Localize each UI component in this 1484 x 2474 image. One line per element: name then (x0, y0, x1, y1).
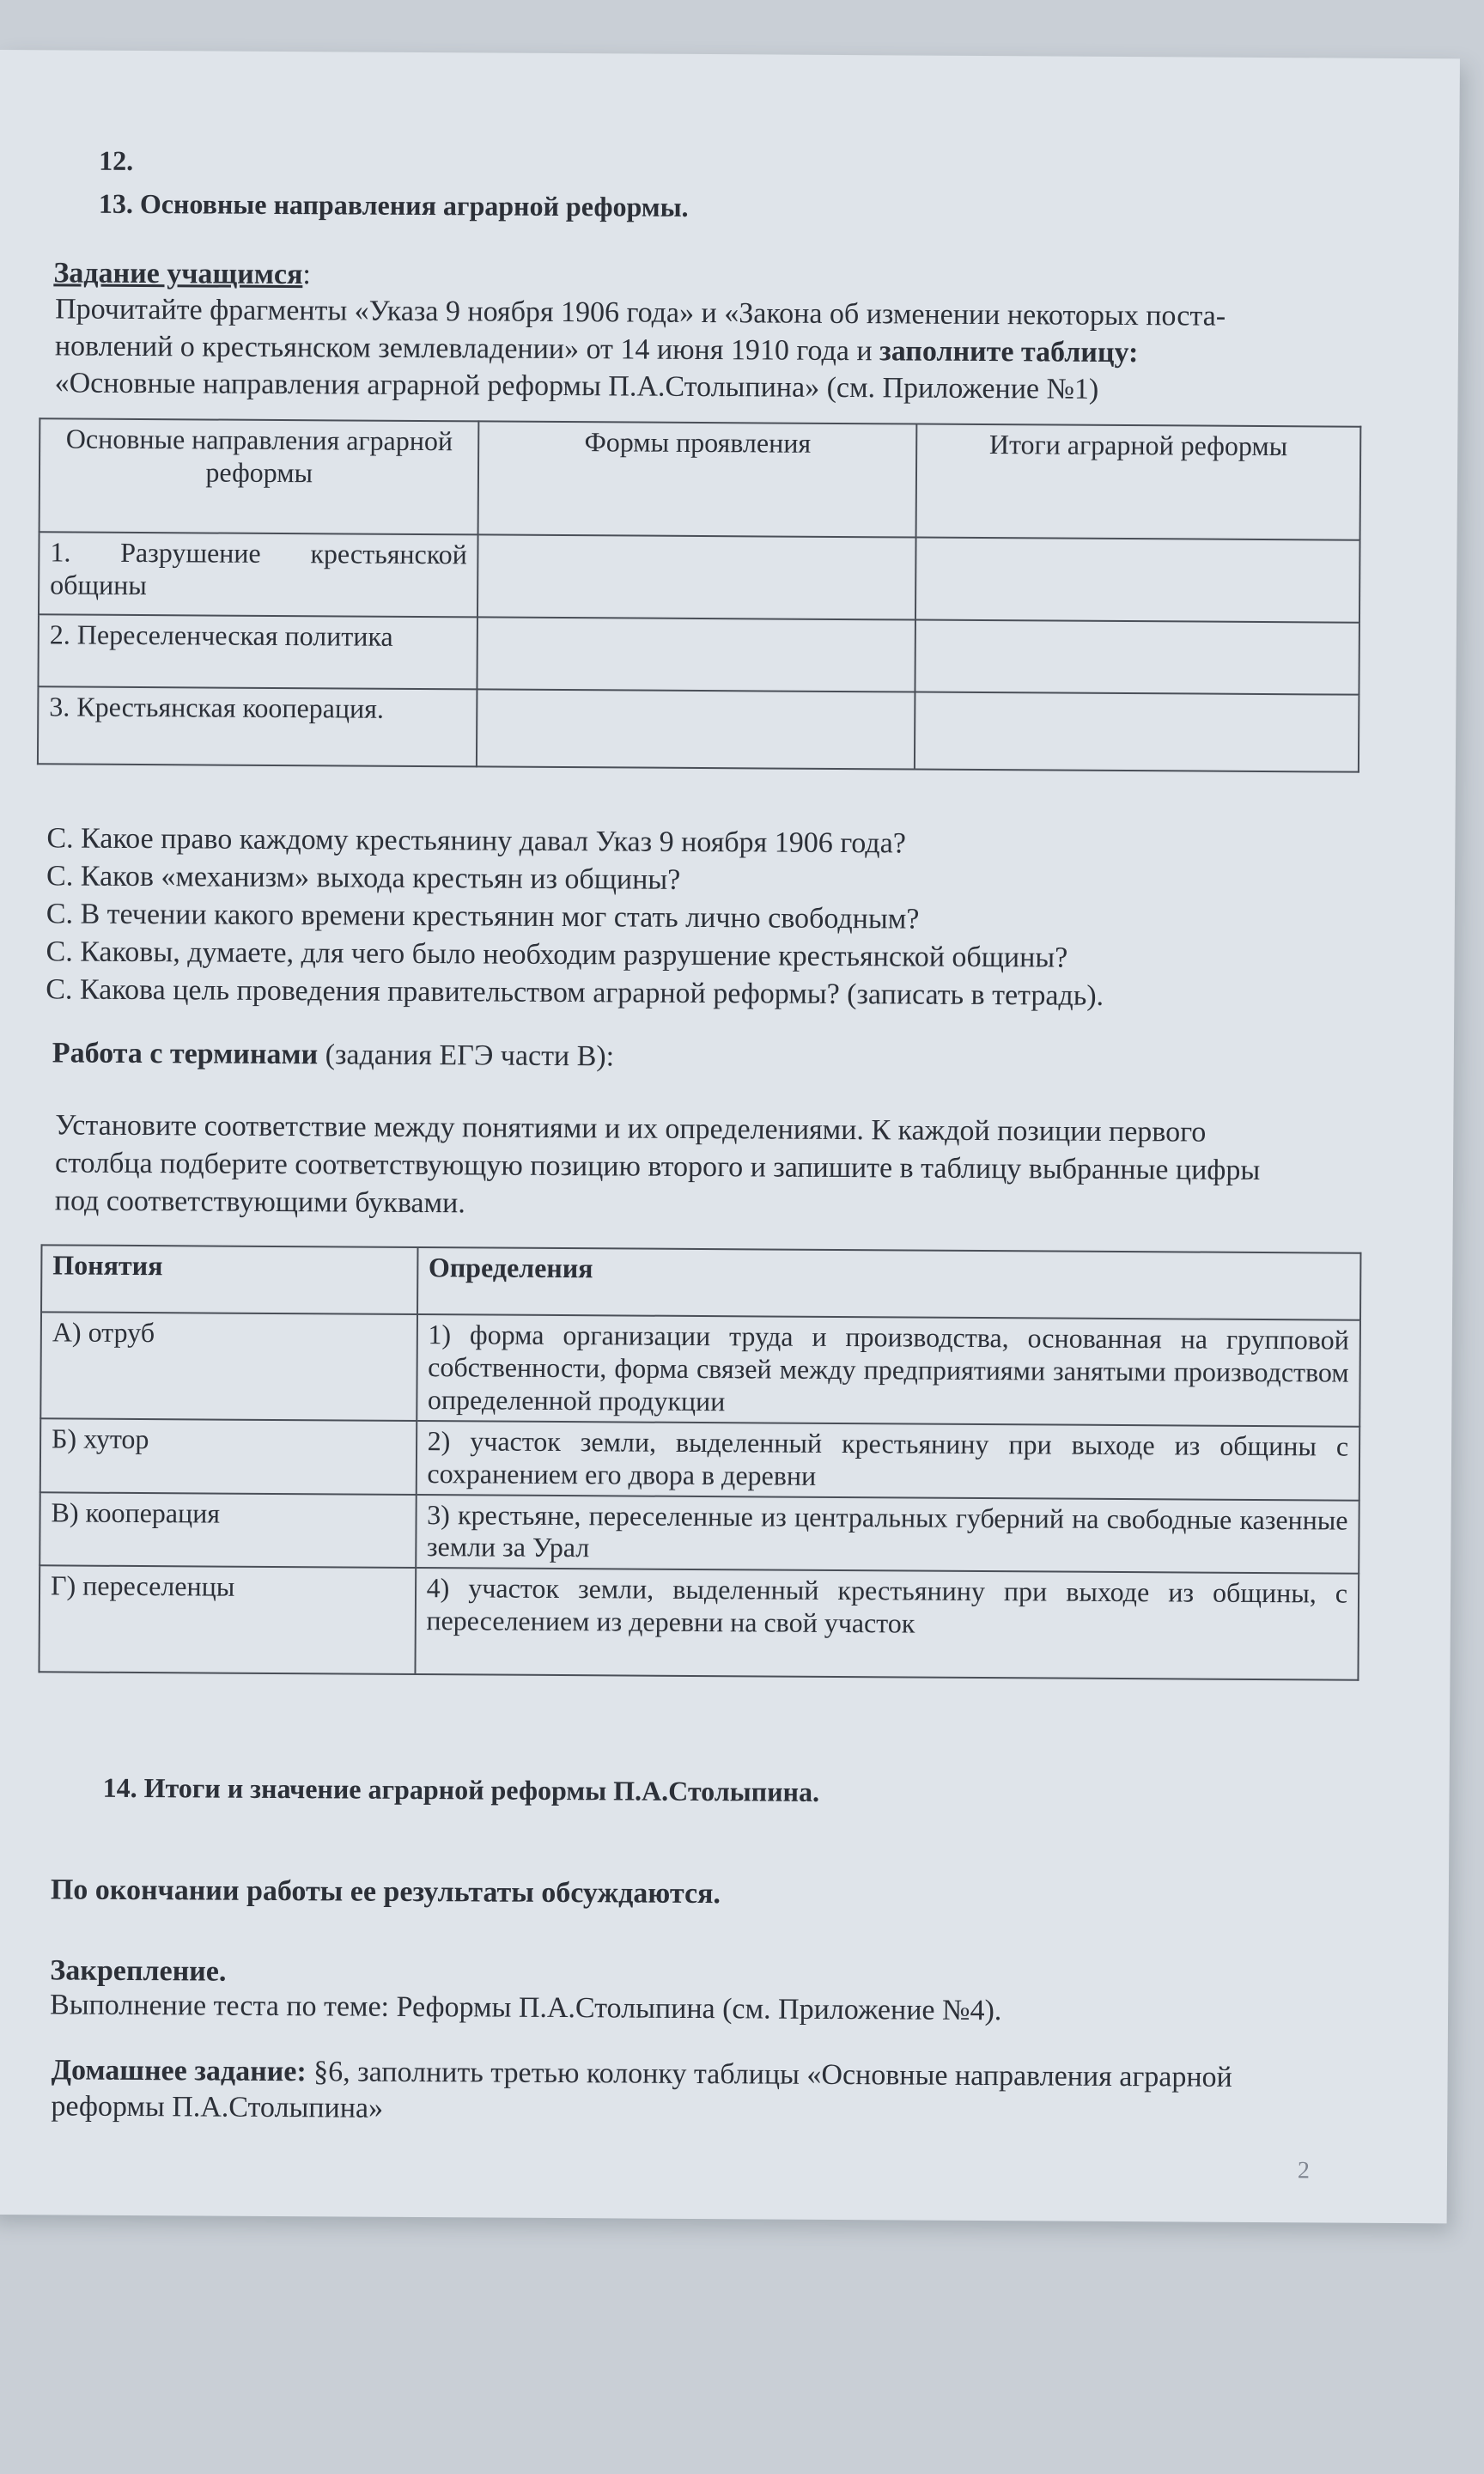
term-v: В) кооперация (40, 1492, 416, 1568)
question-3: С. В течении какого времени крестьянин мог стать лично свободным? (46, 898, 920, 935)
page-number: 2 (1297, 2157, 1311, 2185)
terms-label: Работа с терминами (52, 1037, 319, 1071)
reform-directions-table (37, 417, 1361, 772)
header-results: Итоги аграрной реформы (915, 424, 1360, 540)
terms-instruction-3: под соответствующими буквами. (54, 1185, 465, 1220)
table-row (38, 614, 1359, 694)
table-header-row (40, 418, 1361, 539)
terms-label-rest: (задания ЕГЭ части В): (318, 1039, 615, 1073)
table-row (40, 1492, 1359, 1574)
results-cell-3[interactable] (915, 692, 1359, 772)
term-g: Г) переселенцы (39, 1565, 415, 1674)
homework-line-1 (52, 2053, 1232, 2095)
item-number-12: 12. (99, 144, 134, 176)
task-label-colon: : (302, 259, 312, 291)
terms-instruction-1: Установите соответствие между понятиями и их определениями. К каждой позиции первого (55, 1109, 1207, 1149)
terms-instruction-2: столбца подберите соответствующую позицию второго и запишите в таблицу выбранные цифры (54, 1147, 1261, 1186)
table-row (40, 1418, 1359, 1500)
document-page (0, 50, 1460, 2223)
terms-matching-table (38, 1244, 1361, 1680)
section-14-title: 14. Итоги и значение аграрной реформы П.А.Столыпина. (102, 1771, 820, 1807)
term-b: Б) хутор (40, 1418, 417, 1494)
table-row (38, 686, 1359, 771)
discussion-note: По окончании работы ее результаты обсуждаются. (50, 1874, 721, 1910)
forms-cell-2[interactable] (477, 617, 915, 692)
task-line-2 (55, 329, 1139, 371)
definition-1: 1) форма организации труда и производства, основанная на групповой собственности, форма связей между предприятиями занятыми производством определенной продукции (417, 1314, 1360, 1427)
fill-table-instruction: заполните таблицу: (879, 335, 1139, 369)
task-heading (53, 256, 311, 293)
header-directions: Основные направления аграрной реформы (40, 418, 479, 534)
consolidation-text: Выполнение теста по теме: Реформы П.А.Столыпина (см. Приложение №4). (49, 1989, 1002, 2027)
term-a: А) отруб (40, 1312, 417, 1421)
results-cell-1[interactable] (915, 538, 1360, 623)
question-5: С. Какова цель проведения правительством аграрной реформы? (записать в тетрадь). (46, 973, 1104, 1012)
row-direction-2: 2. Переселенческая политика (38, 614, 477, 689)
terms-heading (52, 1036, 615, 1075)
forms-cell-3[interactable] (477, 689, 915, 769)
table-header-row (41, 1245, 1360, 1319)
definition-3: 3) крестьяне, переселенные из центральных губерний на свободные казенные земли за Урал (416, 1494, 1359, 1573)
results-cell-2[interactable] (915, 620, 1359, 695)
row-direction-3: 3. Крестьянская кооперация. (38, 686, 477, 766)
forms-cell-1[interactable] (477, 534, 915, 619)
definition-4: 4) участок земли, выделенный крестьянину при выходе из общины, с переселением из деревни на свой участок (415, 1568, 1359, 1680)
question-4: С. Каковы, думаете, для чего было необходим разрушение крестьянской общины? (46, 935, 1068, 974)
table-row (39, 1565, 1359, 1679)
homework-label: Домашнее задание: (51, 2054, 307, 2088)
table-row (40, 1312, 1360, 1426)
row-direction-1: 1. Разрушение крестьянской общины (39, 532, 478, 617)
definition-2: 2) участок земли, выделенный крестьянину при выходе из общины с сохранением его двора в деревни (416, 1421, 1359, 1500)
header-forms: Формы проявления (478, 421, 916, 537)
task-label: Задание учащимся (53, 257, 303, 291)
table-row (39, 532, 1360, 622)
consolidation-heading: Закрепление. (50, 1954, 227, 1988)
question-1: С. Какое право каждому крестьянину давал Указ 9 ноября 1906 года? (46, 822, 906, 860)
section-13-title: 13. Основные направления аграрной реформы. (98, 187, 689, 222)
header-concepts: Понятия (41, 1245, 417, 1314)
header-definitions: Определения (417, 1247, 1361, 1320)
task-line-1: Прочитайте фрагменты «Указа 9 ноября 1906 года» и «Закона об изменении некоторых поста- (55, 293, 1226, 332)
homework-line-2: реформы П.А.Столыпина» (51, 2090, 384, 2124)
homework-text: §6, заполнить третью колонку таблицы «Основные направления аграрной (306, 2056, 1232, 2093)
task-line-2-text: новлений о крестьянском землевладении» от 14 июня 1910 года и (54, 330, 880, 368)
task-line-3: «Основные направления аграрной реформы П.А.Столыпина» (см. Приложение №1) (54, 367, 1099, 405)
question-2: С. Каков «механизм» выхода крестьян из общины? (46, 860, 681, 896)
